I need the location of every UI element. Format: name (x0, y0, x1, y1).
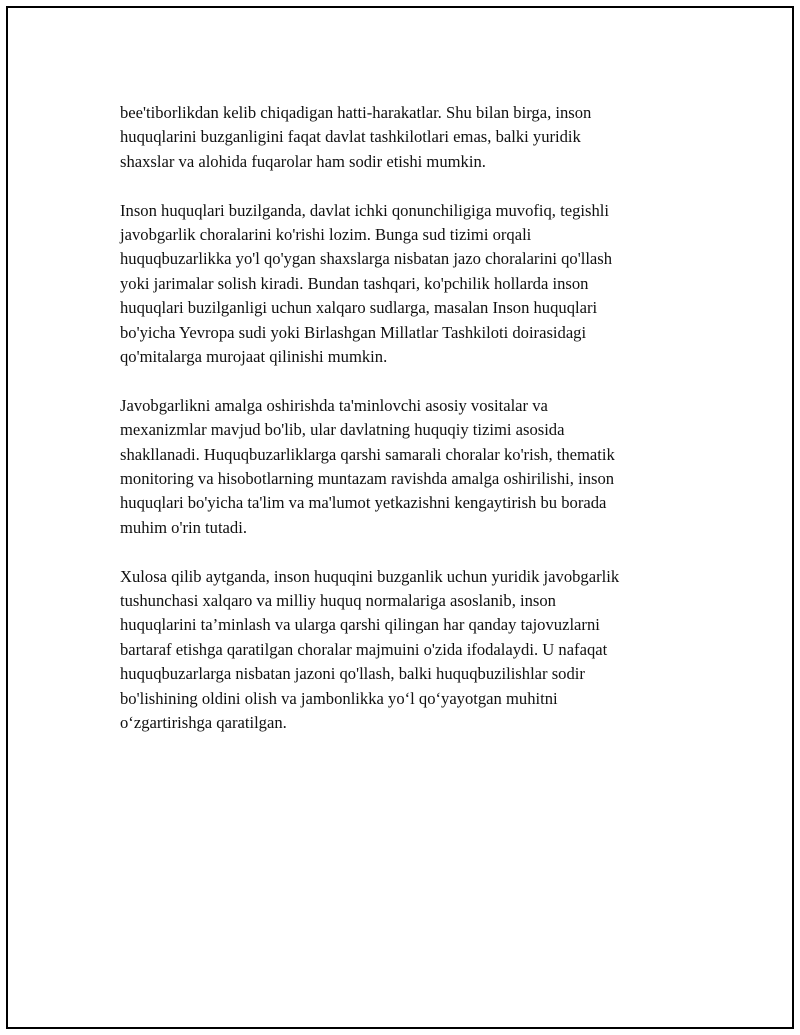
document-body (120, 101, 690, 760)
page-frame (6, 6, 794, 1029)
paragraph-3: Javobgarlikni amalga oshirishda ta'minlovchi asosiy vositalar va mexanizmlar mavjud bo'lib, ular davlatning huquqiy tizimi asosida shakllanadi. Huquqbuzarliklarga qarshi samarali choralar ko'rish, thematik monitoring va hisobotlarning muntazam ravishda amalga oshirilishi, inson huquqlari bo'yicha ta'lim va ma'lumot yetkazishni kengaytirish bu borada muhim o'rin tutadi. (120, 395, 615, 537)
paragraph-1: bee'tiborlikdan kelib chiqadigan hatti-harakatlar. Shu bilan birga, inson huquqlarini buzganligini faqat davlat tashkilotlari emas, balki yuridik shaxslar va alohida fuqarolar ham sodir etishi mumkin. (120, 103, 592, 171)
paragraph-2: Inson huquqlari buzilganda, davlat ichki qonunchiligiga muvofiq, tegishli javobgarlik choralarini ko'rishi lozim. Bunga sud tizimi orqali huquqbuzarlikka yo'l qo'ygan shaxslarga nisbatan jazo choralarini qo'llash yoki jarimalar solish kiradi. Bundan tashqari, ko'pchilik hollarda inson huquqlari buzilganligi uchun xalqaro sudlarga, masalan Inson huquqlari bo'yicha Yevropa sudi yoki Birlashgan Millatlar Tashkiloti doirasidagi qo'mitalarga murojaat qilinishi mumkin. (120, 200, 613, 367)
paragraph-4: Xulosa qilib aytganda, inson huquqini buzganlik uchun yuridik javobgarlik tushunchasi xalqaro va milliy huquq normalariga asoslanib, inson huquqlarini ta’minlash va ularga qarshi qilingan har qanday tajovuzlarni bartaraf etishga qaratilgan choralar majmuini o'zida ifodalaydi. U nafaqat huquqbuzarlarga nisbatan jazoni qo'llash, balki huquqbuzilishlar sodir bo'lishining oldini olish va jambonlikka yo‘l qo‘yayotgan muhitni o‘zgartirishga qaratilgan. (120, 566, 620, 733)
